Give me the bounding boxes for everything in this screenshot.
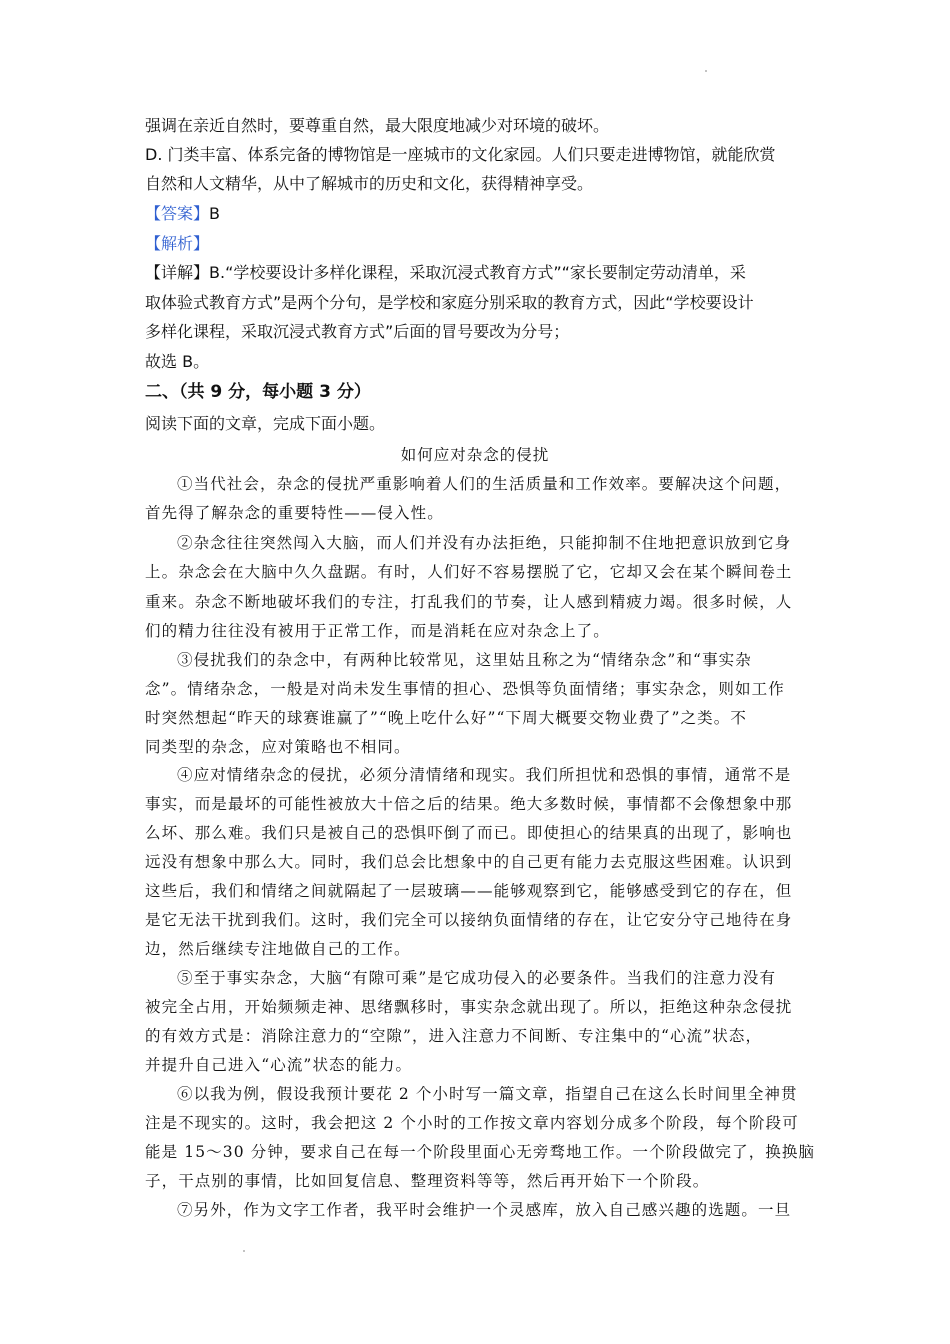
scan-dot [705, 70, 707, 72]
article-line: 首先得了解杂念的重要特性——侵入性。 [145, 504, 444, 522]
article-line: ②杂念往往突然闯入大脑，而人们并没有办法拒绝，只能抑制不住地把意识放到它身 [177, 534, 792, 552]
article-line: 么坏、那么难。我们只是被自己的恐惧吓倒了而已。即使担心的结果真的出现了，影响也 [145, 824, 793, 842]
answer-value: B [209, 204, 220, 223]
article-line: ⑥以我为例，假设我预计要花 2 个小时写一篇文章，指望自己在这么长时间里全神贯 [177, 1085, 798, 1103]
article-line: 的有效方式是：消除注意力的“空隙”，进入注意力不间断、专注集中的“心流”状态， [145, 1027, 763, 1045]
article-line: ④应对情绪杂念的侵扰，必须分清情绪和现实。我们所担忧和恐惧的事情，通常不是 [177, 766, 792, 784]
article-line: 被完全占用，开始频频走神、思绪飘移时，事实杂念就出现了。所以，拒绝这种杂念侵扰 [145, 998, 793, 1016]
answer-tag: 【答案】 [145, 204, 210, 223]
article-line: 同类型的杂念，应对策略也不相同。 [145, 738, 411, 756]
scan-dot [243, 1250, 245, 1252]
article-line: ⑤至于事实杂念，大脑“有隙可乘”是它成功侵入的必要条件。当我们的注意力没有 [177, 969, 777, 987]
detail-line: 多样化课程，采取沉浸式教育方式”后面的冒号要改为分号； [145, 322, 570, 341]
option-d-line: 自然和人文精华，从中了解城市的历史和文化，获得精神享受。 [145, 174, 594, 193]
option-text-line: 强调在亲近自然时，要尊重自然，最大限度地减少对环境的破坏。 [145, 116, 610, 135]
section-instruction: 阅读下面的文章，完成下面小题。 [145, 414, 386, 433]
article-line: 能是 15～30 分钟，要求自己在每一个阶段里面心无旁骛地工作。一个阶段做完了，换换脑 [145, 1143, 816, 1161]
option-d-line: D. 门类丰富、体系完备的博物馆是一座城市的文化家园。人们只要走进博物馆，就能欣赏 [145, 145, 776, 164]
article-line: 重来。杂念不断地破坏我们的专注，打乱我们的节奏，让人感到精疲力竭。很多时候，人 [145, 593, 793, 611]
article-line: 时突然想起“昨天的球赛谁赢了”“晚上吃什么好”“下周大概要交物业费了”之类。不 [145, 709, 747, 727]
article-line: 子，干点别的事情，比如回复信息、整理资料等等，然后再开始下一个阶段。 [145, 1172, 710, 1190]
article-line: 注是不现实的。这时，我会把这 2 个小时的工作按文章内容划分成多个阶段，每个阶段可 [145, 1114, 799, 1132]
article-line: 上。杂念会在大脑中久久盘踞。有时，人们好不容易摆脱了它，它却又会在某个瞬间卷土 [145, 563, 793, 581]
detail-line: 取体验式教育方式”是两个分句，是学校和家庭分别采取的教育方式，因此“学校要设计 [145, 293, 754, 312]
conclusion-line: 故选 B。 [145, 352, 210, 371]
detail-line: 【详解】B.“学校要设计多样化课程，采取沉浸式教育方式”“家长要制定劳动清单，采 [145, 263, 746, 282]
article-line: 是它无法干扰到我们。这时，我们完全可以接纳负面情绪的存在，让它安分守己地待在身 [145, 911, 793, 929]
article-line: 这些后，我们和情绪之间就隔起了一层玻璃——能够观察到它，能够感受到它的存在，但 [145, 882, 793, 900]
article-line: 远没有想象中那么大。同时，我们总会比想象中的自己更有能力去克服这些困难。认识到 [145, 853, 793, 871]
answer-row [145, 204, 810, 224]
article-line: 们的精力往往没有被用于正常工作，而是消耗在应对杂念上了。 [145, 622, 610, 640]
analysis-tag: 【解析】 [145, 234, 210, 253]
article-line: 念”。情绪杂念，一般是对尚未发生事情的担心、恐惧等负面情绪；事实杂念，则如工作 [145, 680, 785, 698]
section-heading: 二、（共 9 分，每小题 3 分） [145, 382, 371, 402]
article-line: 事实，而是最坏的可能性被放大十倍之后的结果。绝大多数时候，事情都不会像想象中那 [145, 795, 793, 813]
article-line: ③侵扰我们的杂念中，有两种比较常见，这里姑且称之为“情绪杂念”和“事实杂 [177, 651, 752, 669]
article-line: 并提升自己进入“心流”状态的能力。 [145, 1056, 413, 1074]
article-title: 如何应对杂念的侵扰 [400, 446, 550, 464]
article-line: ⑦另外，作为文字工作者，我平时会维护一个灵感库，放入自己感兴趣的选题。一旦 [177, 1201, 792, 1219]
article-line: ①当代社会，杂念的侵扰严重影响着人们的生活质量和工作效率。要解决这个问题， [177, 475, 792, 493]
article-line: 边，然后继续专注地做自己的工作。 [145, 940, 411, 958]
